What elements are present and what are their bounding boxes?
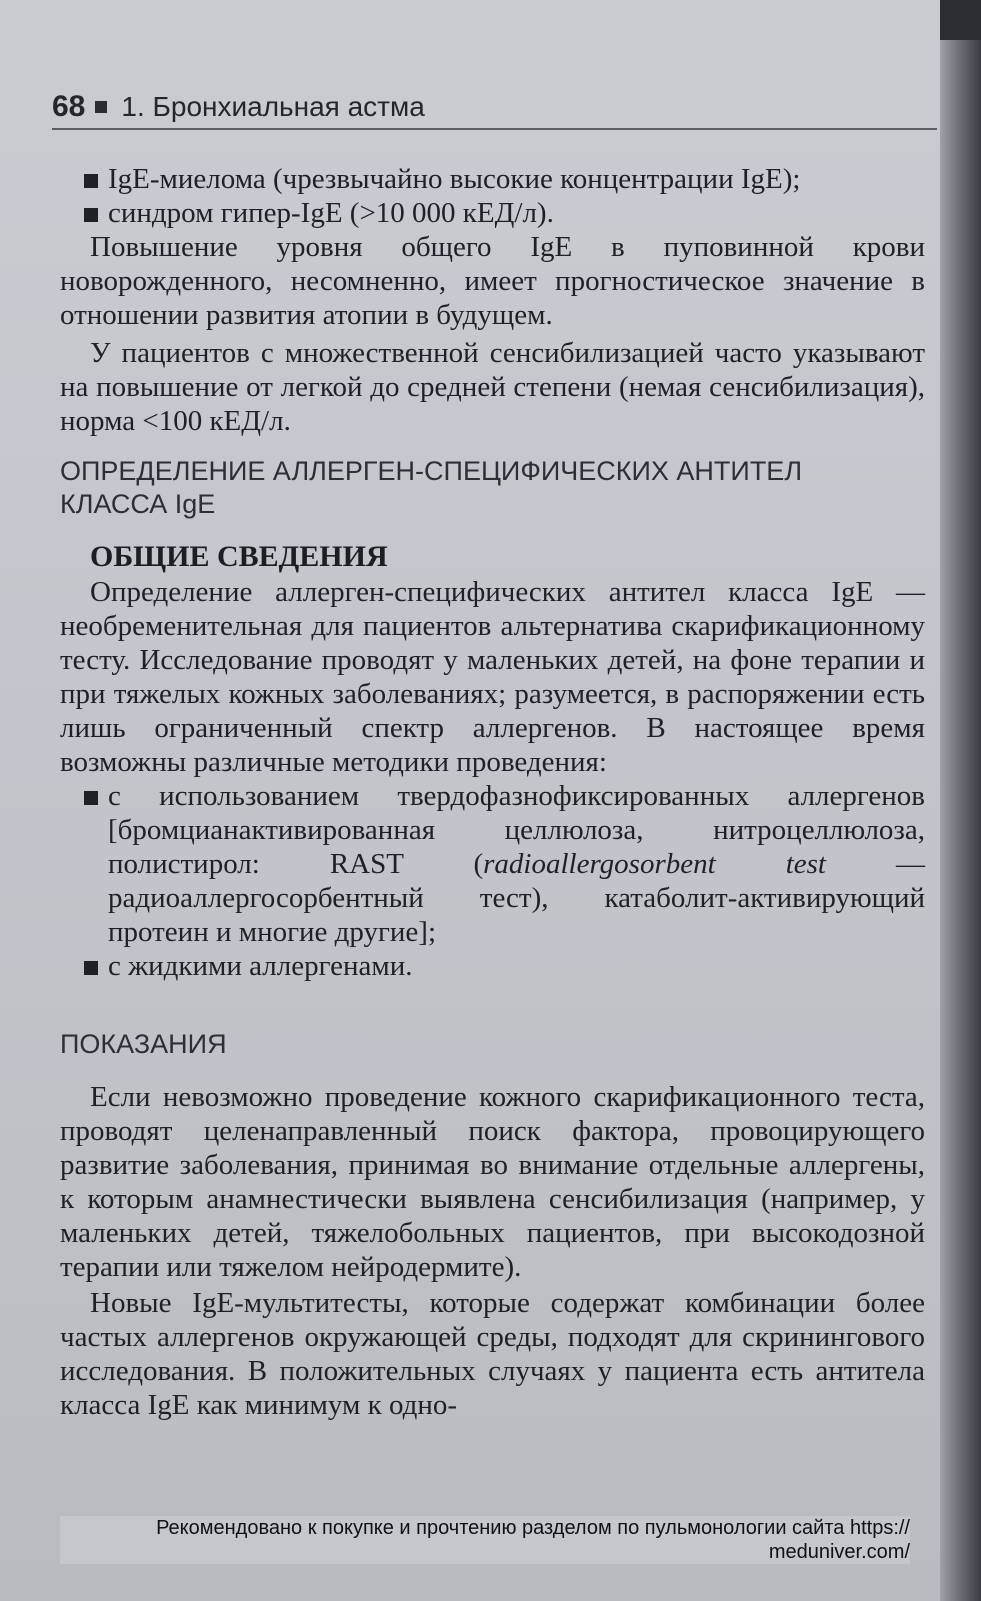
bullet-text bbox=[108, 779, 925, 949]
footer-line: Рекомендовано к покупке и прочтению разделом по пульмонологии сайта https:// bbox=[156, 1517, 910, 1539]
square-bullet-icon bbox=[84, 791, 98, 805]
bullet-text: синдром гипер-IgE (>10 000 кЕД/л). bbox=[108, 197, 554, 229]
italic-term: radioallergosorbent test bbox=[483, 848, 826, 880]
footer-line: meduniver.com/ bbox=[768, 1541, 910, 1563]
square-bullet-icon bbox=[95, 101, 107, 113]
bullet-text-part: — радиоаллергосорбентный тест), катаболит-активирующий протеин и многие другие]; bbox=[108, 848, 926, 948]
top-text-block bbox=[60, 162, 925, 438]
bullet-text-part: с использованием твердофазнофиксированных аллергенов [бромцианактивированная целлюлоза, нитроцеллюлоза, полистирол: RAST ( bbox=[108, 780, 925, 880]
square-bullet-icon bbox=[84, 961, 98, 975]
page-edge-shadow bbox=[940, 0, 981, 1601]
page-edge-dark-corner bbox=[940, 0, 981, 40]
square-bullet-icon bbox=[84, 208, 98, 222]
section2-body bbox=[60, 1080, 925, 1422]
paragraph: Если невозможно проведение кожного скарификационного теста, проводят целенаправленный поиск фактора, провоцирующего развитие заболевания, принимая во внимание отдельные аллергены, к которым анамнестически выявлена сенсибилизация (например, у маленьких детей, тяжелобольных пациентов, при высокодозной терапии или тяжелом нейродермите). bbox=[60, 1081, 925, 1283]
list-item bbox=[60, 949, 925, 983]
list-item bbox=[60, 162, 925, 196]
list-item bbox=[60, 779, 925, 949]
paragraph: Определение аллерген-специфических антител класса IgE — необременительная для пациентов альтернатива скарификационному тесту. Исследование проводят у маленьких детей, на фоне терапии и при тяжелых кожных заболеваниях; разумеется, в распоряжении есть лишь ограниченный спектр аллергенов. В настоящее время возможны различные методики проведения: bbox=[60, 576, 925, 778]
page-number: 68 bbox=[52, 90, 86, 123]
chapter-title: 1. Бронхиальная астма bbox=[121, 91, 425, 122]
section-title-line: КЛАССА IgE bbox=[60, 489, 216, 519]
paragraph: Повышение уровня общего IgE в пуповинной крови новорожденного, несомненно, имеет прогностическое значение в отношении развития атопии в будущем. bbox=[60, 231, 925, 331]
square-bullet-icon bbox=[84, 174, 98, 188]
section-title-line: ОПРЕДЕЛЕНИЕ АЛЛЕРГЕН-СПЕЦИФИЧЕСКИХ АНТИТЕЛ bbox=[60, 456, 803, 486]
subheading: ОБЩИЕ СВЕДЕНИЯ bbox=[90, 540, 388, 573]
running-head bbox=[52, 86, 937, 130]
footer-note bbox=[60, 1516, 910, 1564]
paragraph: Новые IgE-мультитесты, которые содержат комбинации более частых аллергенов окружающей среды, подходят для скринингового исследования. В положительных случаях у пациента есть антитела класса IgE как минимум к одно- bbox=[60, 1287, 925, 1421]
paragraph: У пациентов с множественной сенсибилизацией часто указывают на повышение от легкой до средней степени (немая сенсибилизация), норма <100 кЕД/л. bbox=[60, 337, 925, 437]
section1-body bbox=[60, 575, 925, 983]
section-title bbox=[60, 455, 925, 521]
section-title: ПОКАЗАНИЯ bbox=[60, 1029, 227, 1059]
bullet-text: с жидкими аллергенами. bbox=[108, 950, 413, 982]
bullet-text: IgE-миелома (чрезвычайно высокие концентрации IgE); bbox=[108, 163, 801, 195]
list-item bbox=[60, 196, 925, 230]
